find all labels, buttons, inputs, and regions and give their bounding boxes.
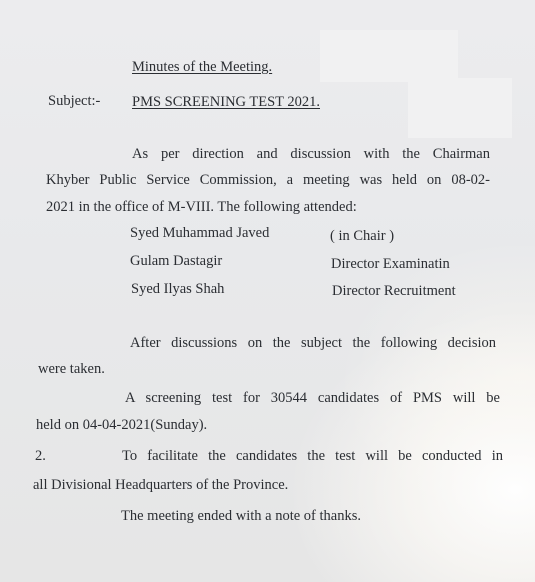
attendee-name: Syed Ilyas Shah bbox=[131, 281, 225, 297]
attendee-role: ( in Chair ) bbox=[330, 228, 395, 244]
attendee-role: Director Recruitment bbox=[332, 283, 456, 299]
discussion-line: After discussions on the subject the following decision bbox=[130, 335, 496, 351]
attendee-role: Director Examinatin bbox=[331, 256, 450, 272]
redaction-block bbox=[408, 78, 512, 138]
subject-value: PMS SCREENING TEST 2021. bbox=[132, 94, 320, 110]
subject-label: Subject:- bbox=[48, 93, 101, 109]
attendee-name: Syed Muhammad Javed bbox=[130, 225, 270, 241]
document-heading: Minutes of the Meeting. bbox=[132, 59, 273, 75]
decision-line: all Divisional Headquarters of the Province. bbox=[33, 477, 289, 493]
decision-line: A screening test for 30544 candidates of PMS will be bbox=[125, 390, 500, 406]
decision-line: To facilitate the candidates the test will be conducted in bbox=[122, 448, 503, 464]
intro-line: 2021 in the office of M-VIII. The following attended: bbox=[46, 199, 357, 215]
point-number: 2. bbox=[35, 448, 46, 464]
attendee-name: Gulam Dastagir bbox=[130, 253, 223, 269]
redaction-block bbox=[320, 30, 458, 82]
intro-line: Khyber Public Service Commission, a meeting was held on 08-02- bbox=[46, 172, 490, 188]
intro-line: As per direction and discussion with the Chairman bbox=[132, 146, 490, 162]
decision-line: held on 04-04-2021(Sunday). bbox=[36, 417, 208, 433]
closing-line: The meeting ended with a note of thanks. bbox=[121, 508, 361, 524]
discussion-line: were taken. bbox=[38, 361, 105, 377]
